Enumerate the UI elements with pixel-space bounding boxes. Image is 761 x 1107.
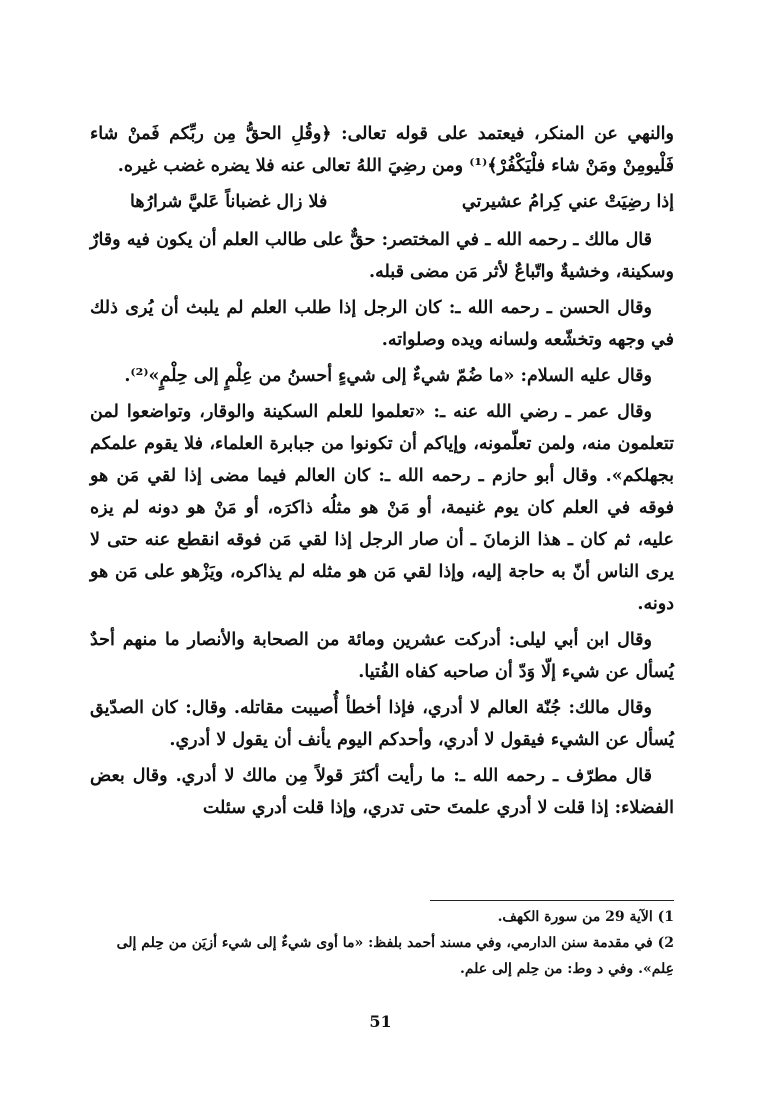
paragraph-1: والنهي عن المنكر، فيعتمد على قوله تعالى: ﴿وقُلِ الحقُّ مِن ربِّكم فَمنْ شاء فَلْيومِنْ ومَنْ شاء فلْيَكْفُرْ﴾⁽¹⁾ ومن رضِيَ اللهُ تعالى عنه فلا يضره غضب غيره. [90, 124, 674, 176]
paragraph-6: وقال ابن أبي ليلى: أدركت عشرين ومائة من الصحابة والأنصار ما منهم أحدٌ يُسأل عن شيء إلّا وَدّ أن صاحبه كفاه الفُتيا. [90, 630, 674, 682]
page-number: 51 [369, 1012, 392, 1031]
footnote-divider [430, 900, 674, 901]
paragraph-7: وقال مالك: جُنّة العالم لا أدري، فإذا أخطأ أُصيبت مقاتله. وقال: كان الصدّيق يُسأل عن الشيء فيقول لا أدري، وأحدكم اليوم يأنف أن يقول لا أدري. [90, 698, 674, 750]
footnote-1: 1) الآية 29 من سورة الكهف. [497, 909, 674, 925]
main-text [90, 118, 674, 828]
footnote-2: 2) في مقدمة سنن الدارمي، وفي مسند أحمد بلفظ: «ما أوى شيءٌ إلى شيء أزيَن من حِلم إلى عِلم». وفي د وط: من حِلم إلى علم. [116, 935, 674, 977]
verse-second-hemistich: فلا زال غضباناً عَليَّ شرارُها [130, 192, 328, 212]
paragraph-8: قال مطرّف ـ رحمه الله ـ: ما رأيت أكثرَ قولاً مِن مالك لا أدري. وقال بعض الفضلاء: إذا قلت لا أدري علمتَ حتى تدري، وإذا قلت أدري سئلت [90, 766, 674, 818]
paragraph-4: وقال عليه السلام: «ما ضُمّ شيءٌ إلى شيءٍ أحسنُ من عِلْمٍ إلى حِلْمٍ»⁽²⁾. [124, 366, 652, 386]
verse-first-hemistich: إذا رضِيَتْ عني كِرامُ عشيرتي [461, 192, 674, 212]
paragraph-2: قال مالك ـ رحمه الله ـ في المختصر: حقٌّ على طالب العلم أن يكون فيه وقارٌ وسكينة، وخشيةٌ واتّباعٌ لأثر مَن مضى قبله. [90, 230, 674, 282]
paragraph-3: وقال الحسن ـ رحمه الله ـ: كان الرجل إذا طلب العلم لم يلبث أن يُرى ذلك في وجهه وتخشّعه ولسانه ويده وصلواته. [90, 298, 674, 350]
paragraph-5: وقال عمر ـ رضي الله عنه ـ: «تعلموا للعلم السكينة والوقار، وتواضعوا لمن تتعلمون منه، ولمن تعلّمونه، وإياكم أن تكونوا من جبابرة العلماء، فلا يقوم علمكم بجهلكم». وقال أبو حازم ـ رحمه الله ـ: كان العالم فيما مضى إذا لقي مَن هو فوقه في العلم كان يوم غنيمة، أو مَنْ هو مثلُه ذاكرَه، أو مَنْ هو دونه لم يزه عليه، ثم كان ـ هذا الزمانَ ـ أن صار الرجل إذا لقي مَن فوقه انقطع عنه حتى لا يرى الناس أنّ به حاجة إليه، وإذا لقي مَن هو مثله لم يذاكره، ويَزْهو على مَن هو دونه. [90, 402, 674, 614]
poetry-verse [90, 186, 674, 218]
footnotes [90, 904, 674, 982]
